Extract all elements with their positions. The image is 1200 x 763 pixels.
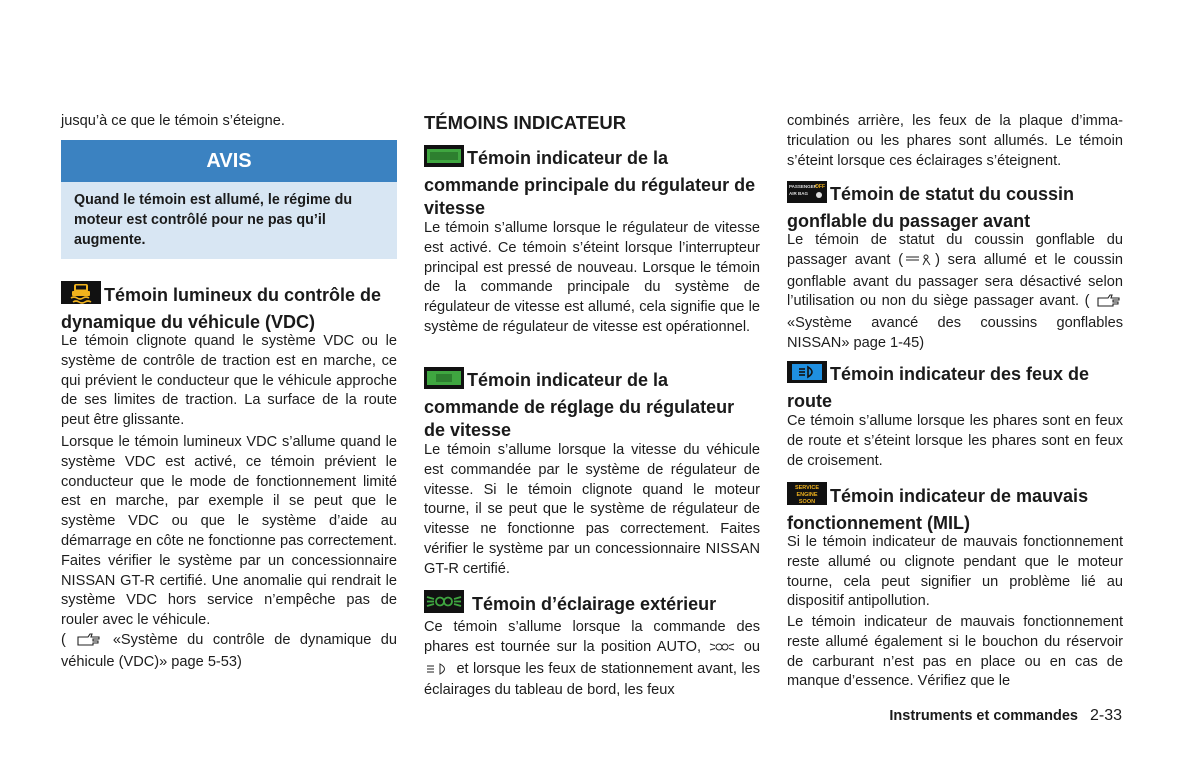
page-footer xyxy=(889,707,1122,725)
heading-mil: SERVICE ENGINE SOON Témoin indicateur de mauvais fonctionnement (MIL) xyxy=(787,482,1123,535)
parking-light-symbol-icon xyxy=(709,640,735,660)
paragraph: jusqu’à ce que le témoin s’éteigne. xyxy=(61,113,285,129)
svg-text:OFF: OFF xyxy=(815,184,825,190)
svg-text:SOON: SOON xyxy=(798,499,816,505)
reference-hand-icon xyxy=(77,632,101,653)
airbag-symbol-icon xyxy=(905,253,933,273)
paragraph: combinés arrière, les feux de la plaque d’immatriculation ou les phares sont allumés. Le témoin s’éteint lorsque ces éclairages s’éteignent. xyxy=(787,113,1123,169)
section-title: TÉMOINS INDICATEUR xyxy=(424,112,627,133)
high-beam-icon xyxy=(787,361,827,390)
paragraph-airbag: Le témoin de statut du coussin gonflable du passager avant ( ) sera allumé et le coussin gonflable avant du passager sera désactivé selon l’utilisation ou non du siège passager avant. ( «Système avancé des coussins gonflables NISSAN» page 1-45) xyxy=(787,232,1123,351)
paragraph: Le témoin s’allume lorsque le régulateur de vitesse est activé. Ce témoin s’éteint lorsque l’interrupteur principal est pressé de nouveau. Lorsque le témoin de la commande principale du système de régulateur de vitesse est allumé, cela signifie que le système de régulateur de vitesse est opérationnel. xyxy=(424,220,760,335)
heading-cruise-main: Témoin indicateur de la commande principale du régulateur de vitesse xyxy=(424,145,760,221)
svg-text:PASSENGER: PASSENGER xyxy=(789,184,817,189)
paragraph: Le témoin indicateur de mauvais fonctionnement reste allumé également si le bouchon du réservoir de carburant n’est pas en place ou en cas de manque d’essence. Vérifiez que le xyxy=(787,614,1123,690)
paragraph: Le témoin clignote quand le système VDC ou le système de contrôle de traction est en marche, ce qui prévient le conducteur que le véhicule approche de ses limites de traction. La surface de la route peut être glissante. xyxy=(61,333,397,429)
airbag-status-icon xyxy=(787,181,827,210)
mil-icon xyxy=(787,482,827,512)
cruise-set-icon xyxy=(424,367,464,396)
cruise-main-icon xyxy=(424,145,464,174)
heading-airbag-status: PASSENGER AIR BAG OFF Témoin de statut du coussin gonflable du passager avant xyxy=(787,181,1123,233)
heading-high-beam: Témoin indicateur des feux de route xyxy=(787,361,1123,413)
heading-exterior-light: Témoin d’éclairage extérieur xyxy=(424,590,760,620)
footer-section-title: Instruments et commandes xyxy=(889,708,1078,724)
exterior-light-icon xyxy=(424,590,464,620)
paragraph-reference: ( «Système du contrôle de dynamique du véhicule (VDC)» page 5-53) xyxy=(61,632,397,670)
heading-vdc: Témoin lumineux du contrôle de dynamique du véhicule (VDC) xyxy=(61,281,397,334)
page-number: 2-33 xyxy=(1089,707,1122,724)
svg-text:SERVICE: SERVICE xyxy=(794,485,820,491)
svg-text:ENGINE: ENGINE xyxy=(796,492,818,498)
paragraph: Lorsque le témoin lumineux VDC s’allume quand le système VDC est activé, ce témoin prévient le conducteur que le mode de fonctionnement limité est en marche, par exemple il se peut que le système VDC ou que le système d’aide au démarrage en côte ne fonctionne pas correctement. Faites vérifier le système par un concessionnaire NISSAN GT-R certifié. Une anomalie qui rendrait le système VDC hors service n’empêche pas de rouler avec le véhicule. xyxy=(61,434,397,629)
notice-box xyxy=(61,140,397,259)
paragraph: Le témoin s’allume lorsque la vitesse du véhicule est commandée par le système de régulateur de vitesse. Si le témoin clignote quand le moteur tourne, il se peut que le système de régulateur de vitesse ne fonctionne pas correctement. Faites vérifier le système par un concessionnaire NISSAN GT-R certifié. xyxy=(424,442,760,577)
paragraph-exterior-light: Ce témoin s’allume lorsque la commande des phares est tournée sur la position AUTO, ou et lorsque les feux de stationnement avant, les éclairages du tableau de bord, les feux xyxy=(424,619,760,699)
notice-text: Quand le témoin est allumé, le régime du moteur est contrôlé pour ne pas qu’il augmente. xyxy=(61,182,397,259)
paragraph: Ce témoin s’allume lorsque les phares sont en feux de route et s’éteint lorsque les phares sont en feux de croisement. xyxy=(787,413,1123,469)
heading-cruise-set: Témoin indicateur de la commande de réglage du régulateur de vitesse xyxy=(424,367,760,443)
notice-title: AVIS xyxy=(61,140,397,182)
headlight-symbol-icon xyxy=(426,662,450,682)
vdc-warning-icon xyxy=(61,281,101,311)
svg-text:AIR BAG: AIR BAG xyxy=(789,191,808,196)
paragraph: Si le témoin indicateur de mauvais fonctionnement reste allumé ou clignote pendant que le moteur tourne, cela peut signifier un problème lié au dispositif antipollution. xyxy=(787,534,1123,610)
reference-hand-icon xyxy=(1097,293,1121,314)
